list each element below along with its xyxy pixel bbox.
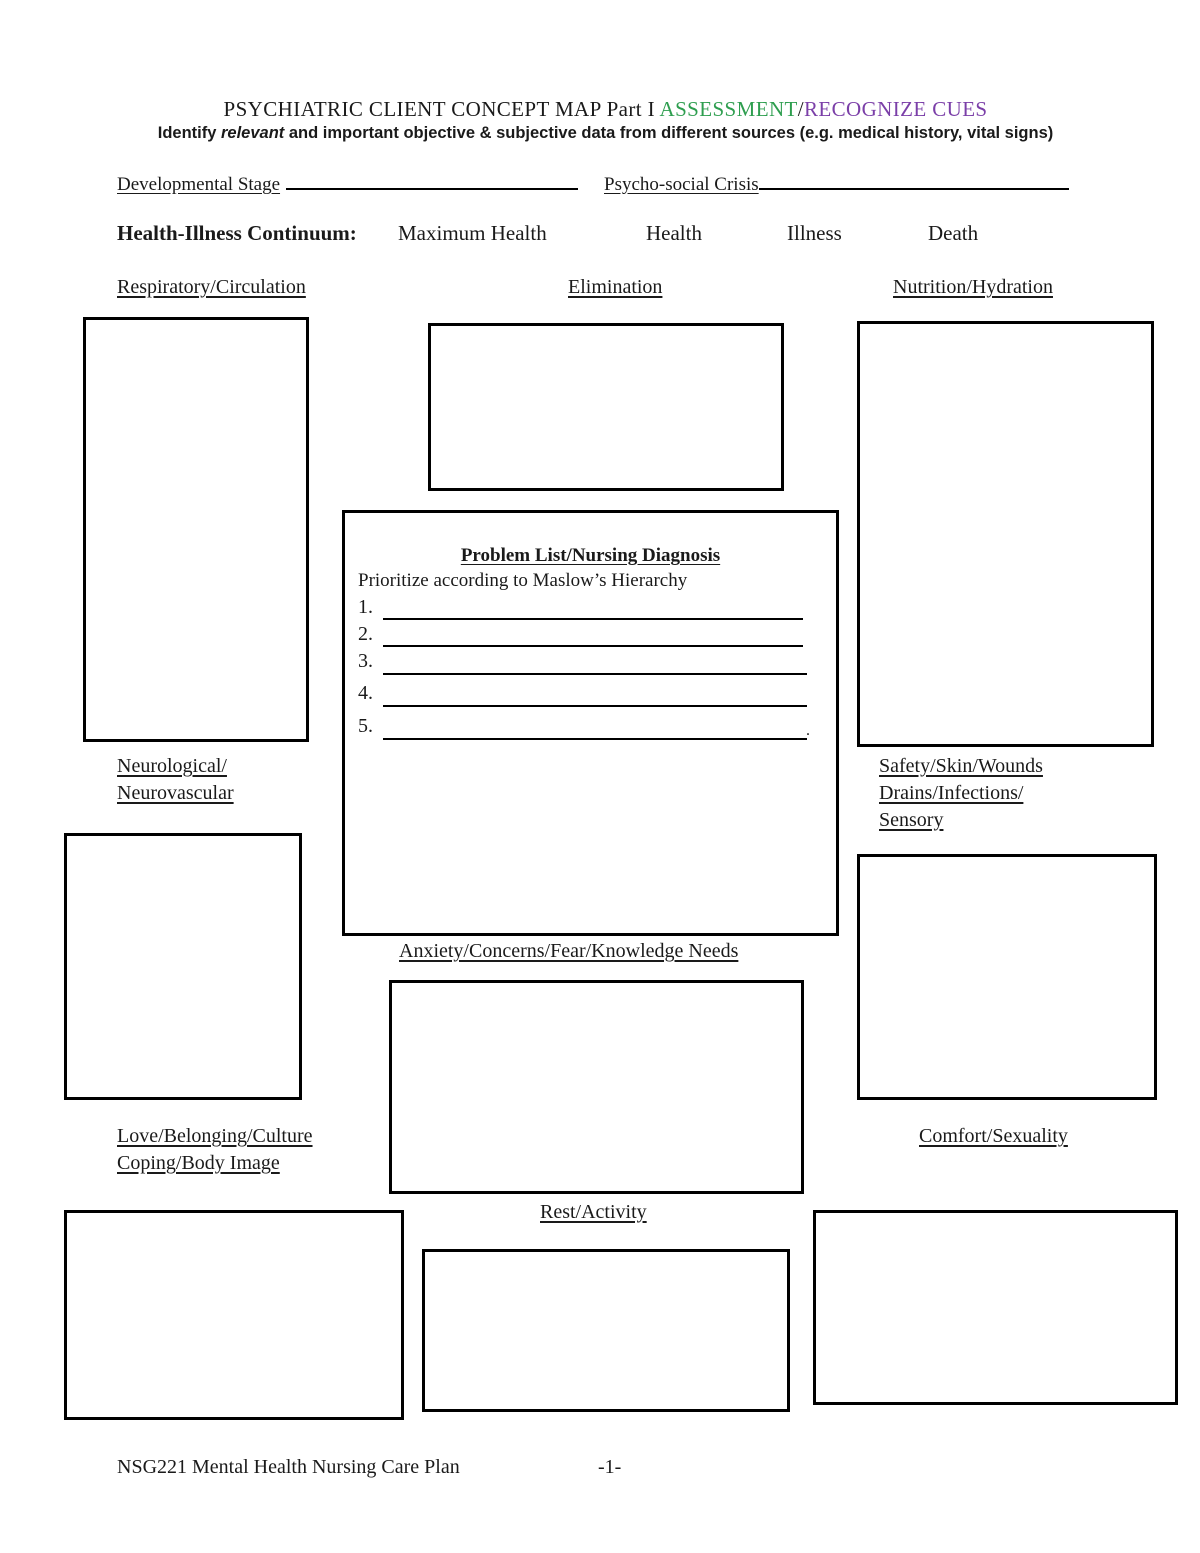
title-assessment: ASSESSMENT xyxy=(659,97,798,121)
problem-item-1-number: 1. xyxy=(358,596,373,618)
box-elimination[interactable] xyxy=(428,323,784,491)
label-elimination: Elimination xyxy=(568,276,663,298)
subtitle-pre: Identify xyxy=(157,124,221,142)
developmental-stage-label: Developmental Stage xyxy=(117,174,281,195)
continuum-illness: Illness xyxy=(787,221,842,245)
label-neurological xyxy=(117,753,234,807)
problem-item-5-number: 5. xyxy=(358,715,373,737)
problem-list-title: Problem List/Nursing Diagnosis xyxy=(460,545,721,566)
label-love-line2: Coping/Body Image xyxy=(117,1152,280,1174)
box-safety-skin[interactable] xyxy=(857,854,1157,1100)
problem-item-5-line[interactable] xyxy=(383,738,807,740)
title-main: PSYCHIATRIC CLIENT CONCEPT MAP Part I xyxy=(223,97,660,121)
label-love-belonging xyxy=(117,1123,313,1177)
subtitle-post: and important objective & subjective data from different sources (e.g. medical history, vital signs) xyxy=(284,124,1054,142)
problem-item-1-line[interactable] xyxy=(383,618,803,620)
box-nutrition-hydration[interactable] xyxy=(857,321,1154,747)
footer-page-number: -1- xyxy=(598,1456,622,1478)
subtitle-emphasis: relevant xyxy=(221,124,285,142)
box-comfort-sexuality[interactable] xyxy=(813,1210,1178,1405)
box-rest-activity[interactable] xyxy=(422,1249,790,1412)
title-recognize-cues: RECOGNIZE CUES xyxy=(803,97,988,121)
label-nutrition-hydration: Nutrition/Hydration xyxy=(893,276,1053,298)
psychosocial-crisis-label: Psycho-social Crisis xyxy=(604,174,759,195)
box-love-belonging[interactable] xyxy=(64,1210,404,1420)
label-safety xyxy=(879,753,1043,834)
problem-item-4-line[interactable] xyxy=(383,705,807,707)
label-safety-line3: Sensory xyxy=(879,809,944,831)
label-comfort-sexuality: Comfort/Sexuality xyxy=(919,1125,1068,1147)
problem-item-3-number: 3. xyxy=(358,650,373,672)
problem-item-2-number: 2. xyxy=(358,623,373,645)
developmental-stage-blank[interactable] xyxy=(286,170,578,190)
box-neurological[interactable] xyxy=(64,833,302,1100)
problem-item-2-line[interactable] xyxy=(383,645,803,647)
psychosocial-crisis-field xyxy=(604,170,1069,198)
health-illness-continuum xyxy=(117,221,1117,246)
label-love-line1: Love/Belonging/Culture xyxy=(117,1125,313,1147)
problem-item-4-number: 4. xyxy=(358,682,373,704)
problem-item-3-line[interactable] xyxy=(383,673,807,675)
continuum-death: Death xyxy=(928,221,979,245)
footer-course: NSG221 Mental Health Nursing Care Plan xyxy=(117,1456,460,1478)
page-title xyxy=(0,97,1200,122)
continuum-maximum-health: Maximum Health xyxy=(398,221,547,245)
label-neurological-line1: Neurological/ xyxy=(117,755,227,777)
psychosocial-crisis-blank[interactable] xyxy=(759,170,1069,190)
label-neurological-line2: Neurovascular xyxy=(117,782,234,804)
problem-item-5-period: . xyxy=(806,722,810,739)
label-anxiety: Anxiety/Concerns/Fear/Knowledge Needs xyxy=(399,940,739,962)
continuum-health: Health xyxy=(646,221,702,245)
label-rest-activity: Rest/Activity xyxy=(540,1201,647,1223)
label-safety-line1: Safety/Skin/Wounds xyxy=(879,755,1043,777)
box-respiratory-circulation[interactable] xyxy=(83,317,309,742)
box-anxiety[interactable] xyxy=(389,980,804,1194)
page-subtitle xyxy=(0,124,1200,143)
title-slash: / xyxy=(797,97,804,121)
label-respiratory-circulation: Respiratory/Circulation xyxy=(117,276,306,298)
developmental-stage-field xyxy=(117,170,578,198)
continuum-label: Health-Illness Continuum: xyxy=(117,221,357,245)
label-safety-line2: Drains/Infections/ xyxy=(879,782,1024,804)
problem-list-instruction: Prioritize according to Maslow’s Hierarchy xyxy=(358,570,688,591)
